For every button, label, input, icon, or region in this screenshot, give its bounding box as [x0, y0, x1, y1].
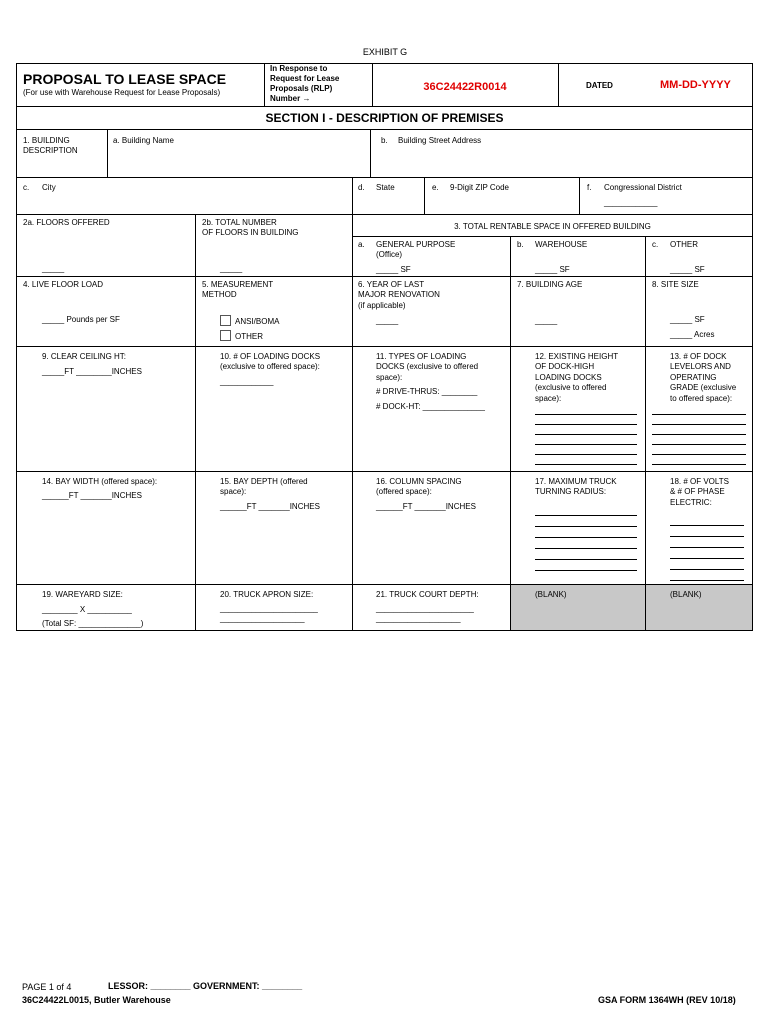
blank-label-1: (BLANK): [535, 590, 567, 599]
clear-ceiling-label: 9. CLEAR CEILING HT:: [42, 352, 127, 361]
other-space-label: OTHER: [670, 240, 698, 249]
total-floors-label: 2b. TOTAL NUMBER OF FLOORS IN BUILDING: [202, 218, 299, 238]
bay-width-label: 14. BAY WIDTH (offered space):: [42, 477, 158, 486]
initials-line[interactable]: LESSOR: ________ GOVERNMENT: ________: [108, 981, 303, 991]
types-docks-label: 11. TYPES OF LOADING DOCKS (exclusive to offered space):: [376, 352, 479, 382]
other-space-sf[interactable]: _____ SF: [670, 265, 705, 274]
column-spacing-value[interactable]: ______FT _______INCHES: [376, 502, 476, 511]
bay-width-value[interactable]: ______FT _______INCHES: [42, 491, 142, 500]
rlp-number[interactable]: 36C24422R0014: [423, 81, 507, 93]
district-field[interactable]: Congressional District: [604, 183, 682, 192]
dated-label: DATED: [586, 81, 613, 90]
form-number: GSA FORM 1364WH (REV 10/18): [598, 995, 736, 1005]
floors-offered-line[interactable]: _____: [42, 264, 65, 273]
other-space-num: c.: [652, 240, 659, 249]
other-method-label: OTHER: [235, 332, 263, 341]
measurement-method-label: 5. MEASUREMENT METHOD: [202, 280, 274, 300]
zip-field[interactable]: 9-Digit ZIP Code: [450, 183, 509, 192]
wareyard-value[interactable]: ________ X __________: [42, 605, 132, 614]
street-address-field[interactable]: Building Street Address: [398, 136, 482, 145]
truck-court-label: 21. TRUCK COURT DEPTH:: [376, 590, 479, 599]
form-subtitle: (For use with Warehouse Request for Lease Proposals): [23, 88, 221, 97]
site-size-acres[interactable]: _____ Acres: [670, 330, 715, 339]
state-field[interactable]: State: [376, 183, 395, 192]
other-method-checkbox[interactable]: [220, 330, 231, 341]
loading-docks-label: 10. # OF LOADING DOCKS (exclusive to offered space):: [220, 352, 321, 372]
existing-height-lines[interactable]: [535, 405, 637, 467]
dock-levelors-lines[interactable]: [652, 405, 746, 467]
dock-levelors-label: 13. # OF DOCK LEVELORS AND OPERATING GRADE (exclusive to offered space):: [670, 352, 737, 403]
building-description-label: 1. BUILDING DESCRIPTION: [23, 136, 78, 156]
bay-depth-value[interactable]: ______FT _______INCHES: [220, 502, 320, 511]
building-name-field[interactable]: a. Building Name: [113, 136, 174, 145]
existing-height-label: 12. EXISTING HEIGHT OF DOCK-HIGH LOADING DOCKS (exclusive to offered space):: [535, 352, 619, 403]
wareyard-label: 19. WAREYARD SIZE:: [42, 590, 123, 599]
loading-docks-line[interactable]: ____________: [220, 377, 274, 386]
general-purpose-sf[interactable]: _____ SF: [376, 265, 411, 274]
rentable-space-title: 3. TOTAL RENTABLE SPACE IN OFFERED BUILDING: [454, 222, 651, 231]
page-number: PAGE 1 of 4: [22, 982, 72, 992]
drive-thrus-field[interactable]: # DRIVE-THRUS: ________: [376, 387, 478, 396]
zip-num: e.: [432, 183, 439, 192]
ansi-boma-checkbox[interactable]: [220, 315, 231, 326]
lease-number: 36C24422L0015, Butler Warehouse: [22, 995, 171, 1005]
dock-ht-field[interactable]: # DOCK-HT: ______________: [376, 402, 485, 411]
section-title: SECTION I - DESCRIPTION OF PREMISES: [265, 111, 504, 125]
ansi-boma-label: ANSI/BOMA: [235, 317, 280, 326]
bay-depth-label: 15. BAY DEPTH (offered space):: [220, 477, 308, 497]
clear-ceiling-value[interactable]: _____FT ________INCHES: [42, 367, 142, 376]
year-renovation-line[interactable]: _____: [376, 316, 399, 325]
site-size-label: 8. SITE SIZE: [652, 280, 699, 289]
blank-label-2: (BLANK): [670, 590, 702, 599]
truck-apron-lines[interactable]: ______________________ ___________________: [220, 604, 318, 624]
warehouse-sf[interactable]: _____ SF: [535, 265, 570, 274]
warehouse-num: b.: [517, 240, 524, 249]
building-age-label: 7. BUILDING AGE: [517, 280, 583, 289]
truck-apron-label: 20. TRUCK APRON SIZE:: [220, 590, 314, 599]
rlp-label: In Response to Request for Lease Proposals (RLP) Number →: [270, 64, 340, 103]
form-title: PROPOSAL TO LEASE SPACE: [23, 71, 227, 87]
site-size-sf[interactable]: _____ SF: [670, 315, 705, 324]
live-floor-load-label: 4. LIVE FLOOR LOAD: [23, 280, 104, 289]
exhibit-label: EXHIBIT G: [362, 47, 408, 57]
floors-offered-label: 2a. FLOORS OFFERED: [23, 218, 110, 227]
volts-lines[interactable]: [670, 515, 744, 581]
district-num: f.: [587, 183, 592, 192]
volts-label: 18. # OF VOLTS & # OF PHASE ELECTRIC:: [670, 477, 729, 507]
city-num: c.: [23, 183, 30, 192]
city-field[interactable]: City: [42, 183, 56, 192]
blank-cell-17: [510, 585, 645, 630]
truck-turning-lines[interactable]: [535, 505, 637, 581]
general-purpose-num: a.: [358, 240, 365, 249]
truck-court-lines[interactable]: ______________________ ___________________: [376, 604, 474, 624]
truck-turning-label: 17. MAXIMUM TRUCK TURNING RADIUS:: [535, 477, 617, 497]
building-age-line[interactable]: _____: [535, 316, 558, 325]
live-floor-load-value[interactable]: _____ Pounds per SF: [42, 315, 120, 324]
district-line[interactable]: ____________: [604, 198, 658, 207]
total-floors-line[interactable]: _____: [220, 264, 243, 273]
general-purpose-label: GENERAL PURPOSE (Office): [376, 240, 456, 260]
wareyard-total[interactable]: (Total SF: ______________): [42, 619, 144, 628]
warehouse-label: WAREHOUSE: [535, 240, 588, 249]
column-spacing-label: 16. COLUMN SPACING (offered space):: [376, 477, 462, 497]
dated-value[interactable]: MM-DD-YYYY: [660, 79, 731, 91]
year-renovation-label: 6. YEAR OF LAST MAJOR RENOVATION (if applicable): [358, 280, 440, 310]
street-address-num: b.: [381, 136, 388, 145]
state-num: d.: [358, 183, 365, 192]
